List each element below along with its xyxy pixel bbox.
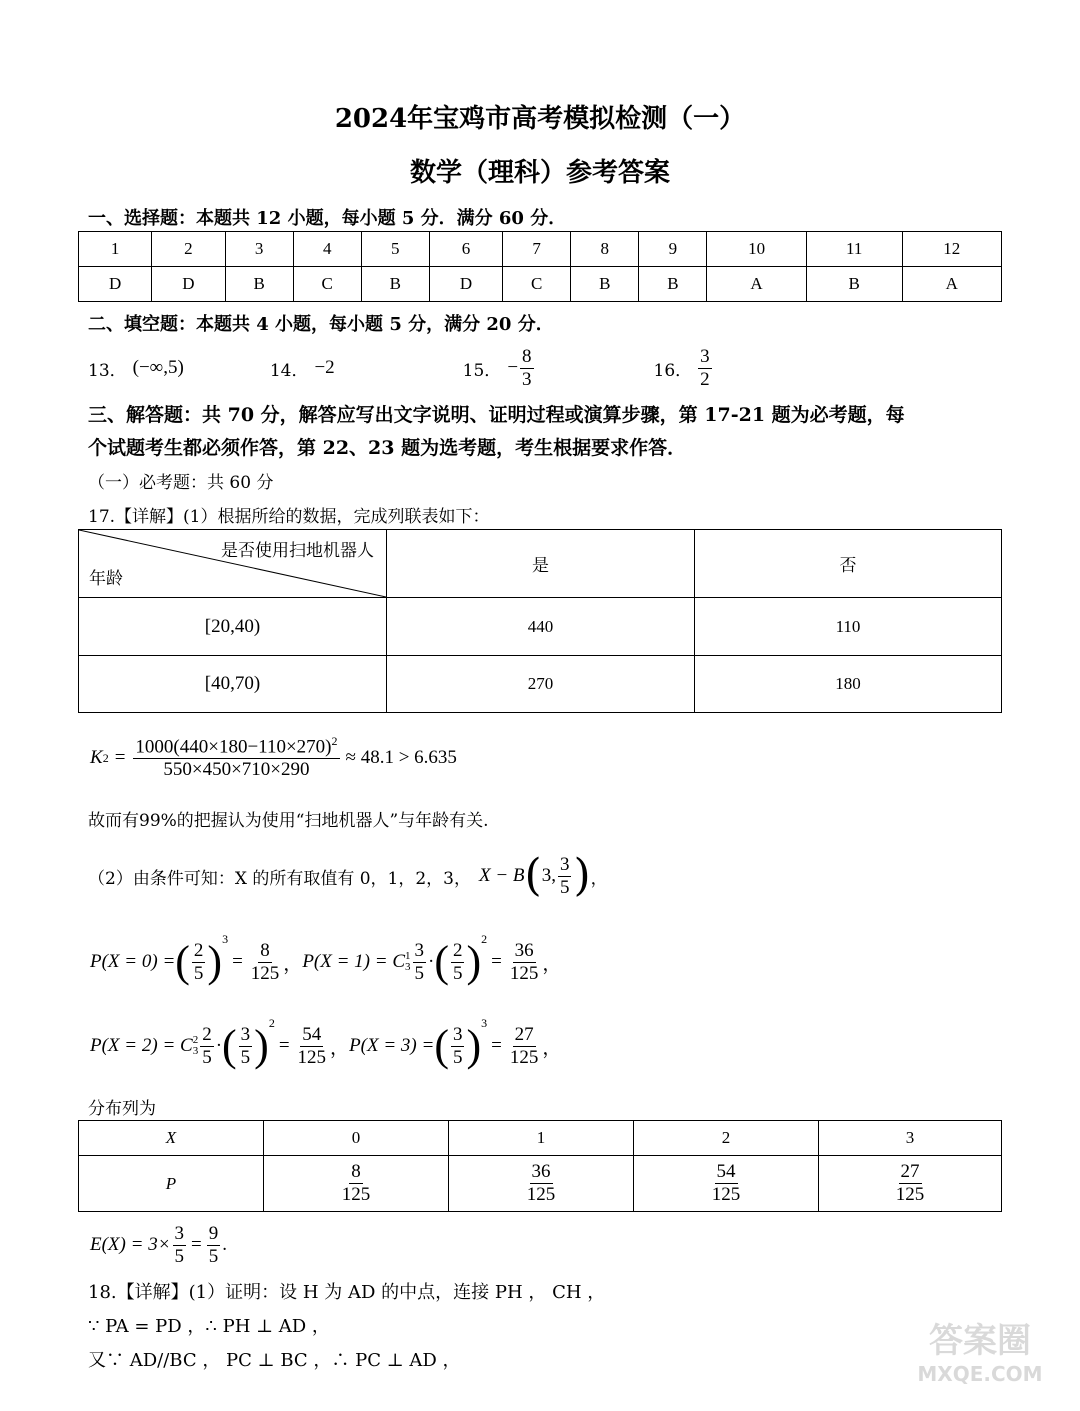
question-number: 11 (806, 232, 902, 267)
question-answer: D (79, 267, 152, 302)
table-row (79, 598, 1002, 656)
distribution-table (78, 1120, 1002, 1212)
q17-conclusion: 故而有99%的把握认为使用“扫地机器人”与年龄有关. (88, 811, 489, 831)
question-answer: B (639, 267, 707, 302)
question-answer: B (806, 267, 902, 302)
x-value: 3 (819, 1121, 1002, 1156)
q14-label: 14． (269, 360, 309, 381)
watermark-logo: 答案圈 MXQE.COM (917, 1321, 1043, 1386)
p-value: $\frac{27}{125}$ (819, 1156, 1002, 1212)
question-number: 1 (79, 232, 152, 267)
p-value: $\frac{8}{125}$ (264, 1156, 449, 1212)
question-answer: D (429, 267, 502, 302)
page-subtitle: 数学（理科）参考答案 (409, 158, 670, 188)
x-value: 2 (634, 1121, 819, 1156)
table-row (79, 656, 1002, 713)
choice-number-row (79, 232, 1002, 267)
col-no-header: 否 (695, 530, 1002, 598)
question-answer: C (503, 267, 571, 302)
q18-line2: ∵ PA = PD ，∴ PH ⊥ AD ， (88, 1316, 330, 1337)
row-label: [20,40) (79, 598, 387, 656)
question-number: 6 (429, 232, 502, 267)
q18-line1: 18.【详解】(1）证明：设 H 为 AD 的中点，连接 PH ， CH ， (88, 1282, 606, 1303)
cell-no: 180 (695, 656, 1002, 713)
q15-answer: $\frac{8}{3}$ (522, 345, 532, 390)
diag-header-bottom: 年龄 (89, 569, 123, 589)
q13-answer: (−∞,5) (132, 357, 184, 378)
question-answer: B (361, 267, 429, 302)
cell-yes: 270 (387, 656, 695, 713)
section3-heading-line1: 三、解答题：共 70 分，解答应写出文字说明、证明过程或演算步骤，第 17-21 题为必考题，每 (88, 404, 905, 426)
diagonal-header-cell (79, 530, 387, 598)
k2-formula: K 2 = $\frac{1000(440\times 180-110\times 270)^2}{550\times 450\times 710\times 290}$ ≈ 48.1 > 6.635 (90, 733, 457, 781)
question-number: 7 (503, 232, 571, 267)
question-answer: B (571, 267, 639, 302)
x-header: X (79, 1121, 264, 1156)
question-answer: A (707, 267, 806, 302)
q16-label: 16． (653, 360, 693, 381)
section2-heading: 二、填空题：本题共 4 小题，每小题 5 分，满分 20 分． (88, 314, 554, 335)
diag-header-top: 是否使用扫地机器人 (221, 541, 374, 561)
q14-answer: −2 (314, 357, 335, 378)
section1-heading: 一、选择题：本题共 12 小题，每小题 5 分．满分 60 分． (88, 208, 567, 229)
q18-line3: 又∵ AD//BC ， PC ⊥ BC ，∴ PC ⊥ AD ， (88, 1350, 461, 1371)
fill-blank-answers (88, 340, 714, 396)
x-value: 1 (449, 1121, 634, 1156)
p0-p1-formulas: P(X = 0) = ( $\frac{2}{5}$ ) $^3$ = $\frac{8}{125}$ ， P(X = 1) = C 1 3 $\frac{3}{5}$ · ( $\frac{2}{5}$ ) $^2$ = $\frac{36}{125}$ ， (90, 932, 562, 986)
p-value: $\frac{36}{125}$ (449, 1156, 634, 1212)
question-number: 3 (225, 232, 293, 267)
p2-p3-formulas: P(X = 2) = C 2 3 $\frac{2}{5}$ · ( $\frac{3}{5}$ ) $^2$ = $\frac{54}{125}$ ， P(X = 3) = ( $\frac{3}{5}$ ) $^3$ = $\frac{27}{125}$ ， (90, 1016, 562, 1070)
x-value: 0 (264, 1121, 449, 1156)
expectation-formula: E(X) = 3× $\frac{3}{5}$ = $\frac{9}{5}$ . (90, 1222, 227, 1267)
cell-no: 110 (695, 598, 1002, 656)
p-value: $\frac{54}{125}$ (634, 1156, 819, 1212)
col-yes-header: 是 (387, 530, 695, 598)
q15-sign: − (507, 357, 519, 378)
page-title: 2024年宝鸡市高考模拟检测（一） (334, 104, 746, 134)
question-number: 12 (902, 232, 1001, 267)
cell-yes: 440 (387, 598, 695, 656)
p-header: P (79, 1156, 264, 1212)
row-label: [40,70) (79, 656, 387, 713)
question-number: 5 (361, 232, 429, 267)
question-answer: C (293, 267, 361, 302)
section3-heading-line2: 个试题考生都必须作答，第 22、23 题为选考题，考生根据要求作答． (88, 437, 687, 459)
question-number: 2 (152, 232, 225, 267)
question-number: 8 (571, 232, 639, 267)
q17-part2-line: （2）由条件可知：X 的所有取值有 0，1，2，3， X − B ( 3, $\frac{3}{5}$ ) ， (88, 850, 608, 901)
choice-answer-table (78, 231, 1002, 302)
distribution-label: 分布列为 (88, 1099, 156, 1119)
q15-label: 15． (462, 360, 502, 381)
contingency-table (78, 529, 1002, 713)
q16-answer: $\frac{3}{2}$ (700, 345, 710, 390)
question-answer: B (225, 267, 293, 302)
q13-label: 13． (88, 360, 127, 381)
question-number: 10 (707, 232, 806, 267)
question-number: 4 (293, 232, 361, 267)
choice-answer-row (79, 267, 1002, 302)
required-part-label: （一）必考题：共 60 分 (88, 473, 274, 493)
question-answer: A (902, 267, 1001, 302)
q17-intro: 17.【详解】(1）根据所给的数据，完成列联表如下： (88, 507, 490, 527)
question-number: 9 (639, 232, 707, 267)
question-answer: D (152, 267, 225, 302)
